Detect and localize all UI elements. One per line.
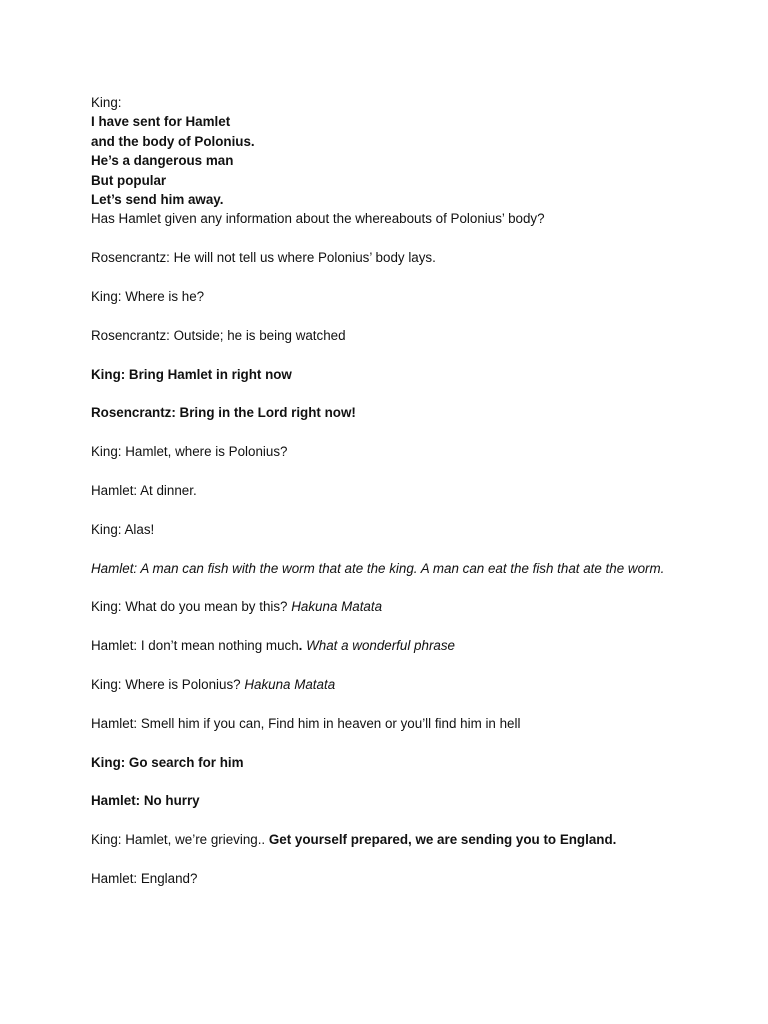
line-text-bold: .	[298, 638, 303, 654]
line-text: King: What do you mean by this?	[91, 599, 292, 615]
dialogue-line: King: Alas!	[91, 521, 155, 537]
line-text-italic: Hakuna Matata	[291, 599, 383, 615]
king-line-3: He’s a dangerous man	[91, 153, 234, 169]
dialogue-line: Rosencrantz: He will not tell us where Polonius’ body lays.	[91, 250, 436, 266]
dialogue-line: King: Hamlet, where is Polonius?	[91, 444, 288, 460]
dialogue-line: Hamlet: England?	[91, 870, 198, 886]
line-text: Hamlet: I don’t mean nothing much	[91, 638, 299, 654]
dialogue-line: Hamlet: At dinner.	[91, 483, 197, 499]
king-line-5: Let’s send him away.	[91, 192, 224, 208]
dialogue-line-mixed	[91, 636, 691, 655]
line-text-bold: Get yourself prepared, we are sending you to England.	[268, 832, 617, 848]
line-text: King: Where is Polonius?	[91, 677, 245, 692]
line-text-italic: Hakuna Matata	[244, 677, 336, 692]
king-line-2: and the body of Polonius.	[91, 133, 255, 149]
king-line-4: But popular	[91, 172, 167, 188]
king-line-1: I have sent for Hamlet	[91, 114, 231, 130]
dialogue-line-italic: Hamlet: A man can fish with the worm that ate the king. A man can eat the fish that ate the worm.	[91, 560, 665, 576]
dialogue-line-bold: Rosencrantz: Bring in the Lord right now!	[91, 405, 356, 421]
dialogue-line: Rosencrantz: Outside; he is being watched	[91, 327, 346, 343]
dialogue-line: Hamlet: Smell him if you can, Find him in heaven or you’ll find him in hell	[91, 715, 521, 731]
king-question: Has Hamlet given any information about the whereabouts of Polonius’ body?	[91, 211, 545, 227]
dialogue-line-bold: Hamlet: No hurry	[91, 793, 200, 809]
dialogue-line-bold: King: Go search for him	[91, 754, 244, 770]
speaker-label-king: King:	[91, 95, 122, 110]
dialogue-line-mixed	[91, 597, 691, 616]
document-page	[91, 93, 691, 888]
dialogue-line-bold: King: Bring Hamlet in right now	[91, 366, 292, 382]
dialogue-line: King: Where is he?	[91, 289, 205, 305]
dialogue-line-mixed	[91, 675, 691, 694]
line-text: King: Hamlet, we’re grieving..	[91, 832, 269, 848]
line-text-italic: What a wonderful phrase	[302, 638, 455, 654]
dialogue-line-mixed	[91, 830, 691, 849]
